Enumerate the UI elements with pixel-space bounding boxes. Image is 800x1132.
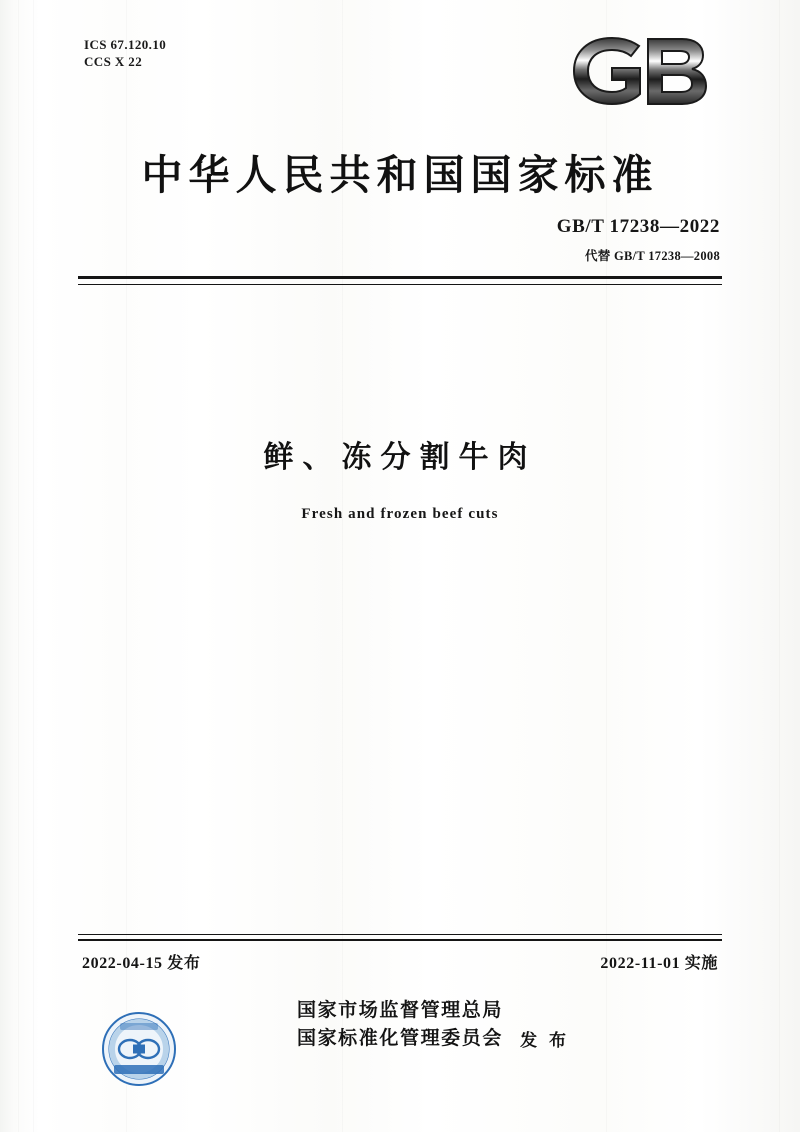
- divider-bottom-thin: [78, 934, 722, 935]
- paper-streak: [779, 0, 780, 1132]
- paper-streak: [18, 0, 19, 1132]
- ccs-code: CCS X 22: [84, 54, 143, 69]
- divider-top-thin: [78, 284, 722, 285]
- cover-content: [60, 0, 740, 1132]
- publisher-line-1: 国家市场监督管理总局: [296, 999, 503, 1021]
- page-title: 中华人民共和国国家标准: [141, 151, 659, 199]
- divider-bottom-thick: [78, 939, 722, 941]
- gb-logo-icon: [562, 26, 722, 116]
- standard-subject-english: Fresh and frozen beef cuts: [301, 506, 499, 522]
- publisher-names: [296, 996, 569, 1052]
- standard-number: GB/T 17238—2022: [556, 216, 720, 237]
- classification-codes: [84, 36, 166, 70]
- ics-code: ICS 67.120.10: [84, 37, 167, 52]
- issue-date: 2022-04-15 发布: [82, 955, 201, 972]
- standard-subject-chinese: 鲜、冻分割牛肉: [263, 440, 537, 475]
- publisher-verb: 发 布: [520, 1031, 569, 1051]
- effective-date: 2022-11-01 实施: [600, 955, 718, 972]
- paper-streak: [33, 0, 34, 1132]
- replaced-standard: 代替 GB/T 17238—2008: [584, 249, 720, 263]
- publisher-line-2: 国家标准化管理委员会: [296, 1027, 503, 1049]
- standardization-seal-icon: [100, 1010, 178, 1088]
- divider-top-thick: [78, 276, 722, 279]
